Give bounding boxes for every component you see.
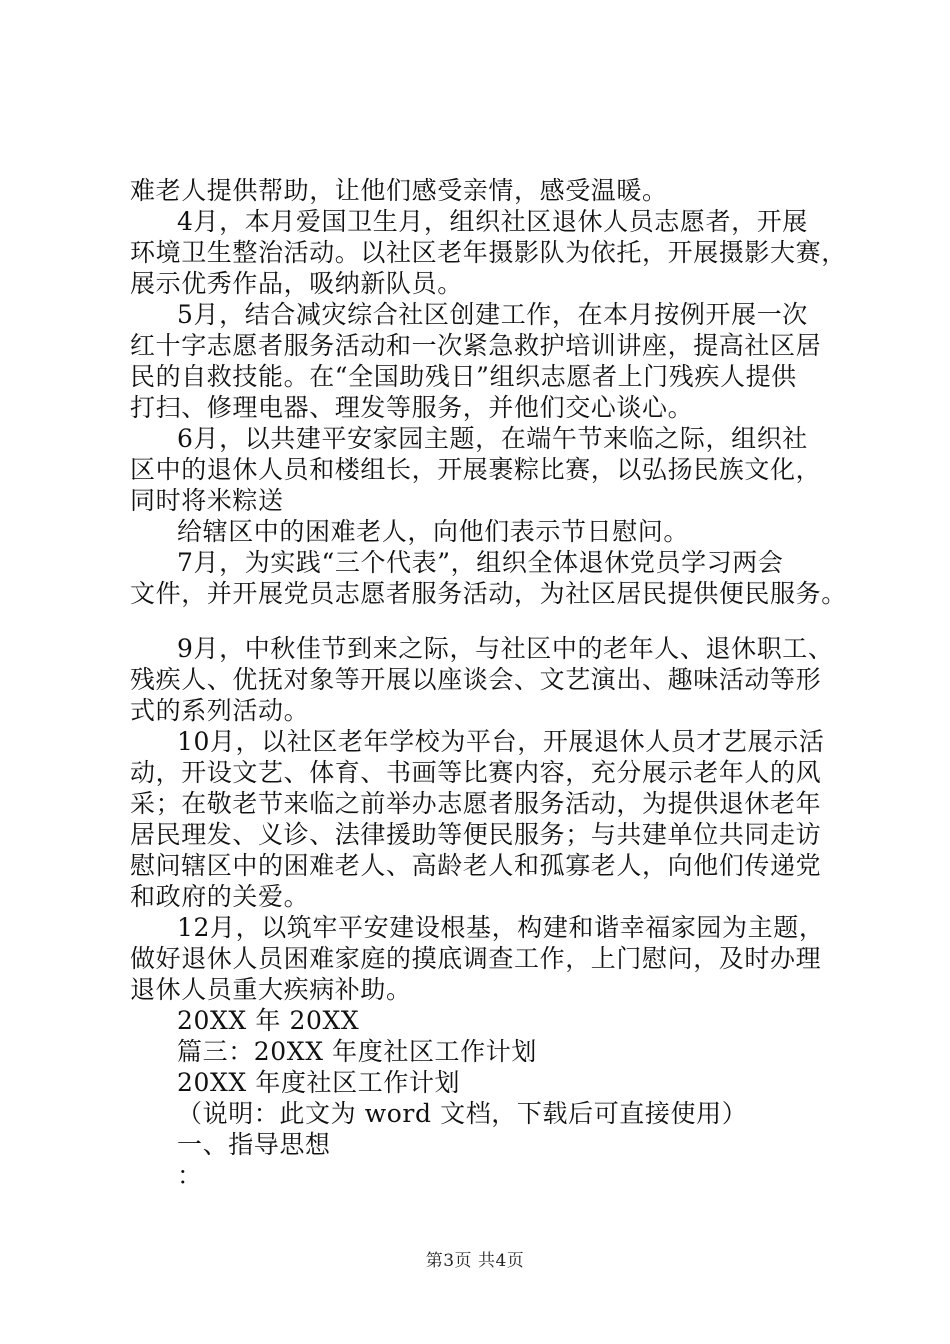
text-line: 居民理发、义诊、法律援助等便民服务；与共建单位共同走访 xyxy=(130,820,822,849)
text-line: 动，开设文艺、体育、书画等比赛内容，充分展示老年人的风 xyxy=(130,758,822,787)
note-text: （说明：此文为 word 文档，下载后可直接使用） xyxy=(177,1099,748,1128)
text-line: 同时将米粽送 xyxy=(130,486,284,515)
text-line: 展示优秀作品，吸纳新队员。 xyxy=(130,269,463,298)
text-line: 退休人员重大疾病补助。 xyxy=(130,975,412,1004)
paragraph-may: 5月，结合减灾综合社区创建工作，在本月按例开展一次 xyxy=(177,300,808,329)
text-line: 红十字志愿者服务活动和一次紧急救护培训讲座，提高社区居 xyxy=(130,331,822,360)
text-line: 式的系列活动。 xyxy=(130,696,310,725)
text-line: 采；在敬老节来临之前举办志愿者服务活动，为提供退休老年 xyxy=(130,789,822,818)
text-line: 打扫、修理电器、理发等服务，并他们交心谈心。 xyxy=(130,393,694,422)
text-line: 环境卫生整治活动。以社区老年摄影队为依托，开展摄影大赛， xyxy=(130,238,847,267)
text-line: 做好退休人员困难家庭的摸底调查工作，上门慰问，及时办理 xyxy=(130,944,822,973)
text-line: 20XX 年 20XX xyxy=(177,1006,360,1035)
text-line: 区中的退休人员和楼组长，开展裹粽比赛，以弘扬民族文化， xyxy=(130,455,822,484)
text-line: 民的自救技能。在“全国助残日”组织志愿者上门残疾人提供 xyxy=(130,362,797,391)
text-line: 难老人提供帮助，让他们感受亲情，感受温暖。 xyxy=(130,176,668,205)
paragraph-june: 6月，以共建平安家园主题，在端午节来临之际，组织社 xyxy=(177,424,808,453)
section-heading: 篇三：20XX 年度社区工作计划 xyxy=(177,1037,537,1066)
text-line: 和政府的关爱。 xyxy=(130,882,310,911)
subsection-heading: 一、指导思想 xyxy=(177,1130,331,1159)
text-line: ： xyxy=(177,1161,203,1190)
document-title: 20XX 年度社区工作计划 xyxy=(177,1068,461,1097)
text-line: 慰问辖区中的困难老人、高龄老人和孤寡老人，向他们传递党 xyxy=(130,851,822,880)
paragraph-april: 4月，本月爱国卫生月，组织社区退休人员志愿者，开展 xyxy=(177,207,808,236)
text-line: 文件，并开展党员志愿者服务活动，为社区居民提供便民服务。 xyxy=(130,579,847,608)
page-footer: 第3页 共4页 xyxy=(425,1251,525,1271)
paragraph-october: 10月，以社区老年学校为平台，开展退休人员才艺展示活 xyxy=(177,727,825,756)
text-line: 给辖区中的困难老人，向他们表示节日慰问。 xyxy=(177,517,690,546)
paragraph-september: 9月，中秋佳节到来之际，与社区中的老年人、退休职工、 xyxy=(177,634,834,663)
paragraph-july: 7月，为实践“三个代表”，组织全体退休党员学习两会 xyxy=(177,548,784,577)
paragraph-december: 12月，以筑牢平安建设根基，构建和谐幸福家园为主题， xyxy=(177,913,825,942)
text-line: 残疾人、优抚对象等开展以座谈会、文艺演出、趣味活动等形 xyxy=(130,665,822,694)
